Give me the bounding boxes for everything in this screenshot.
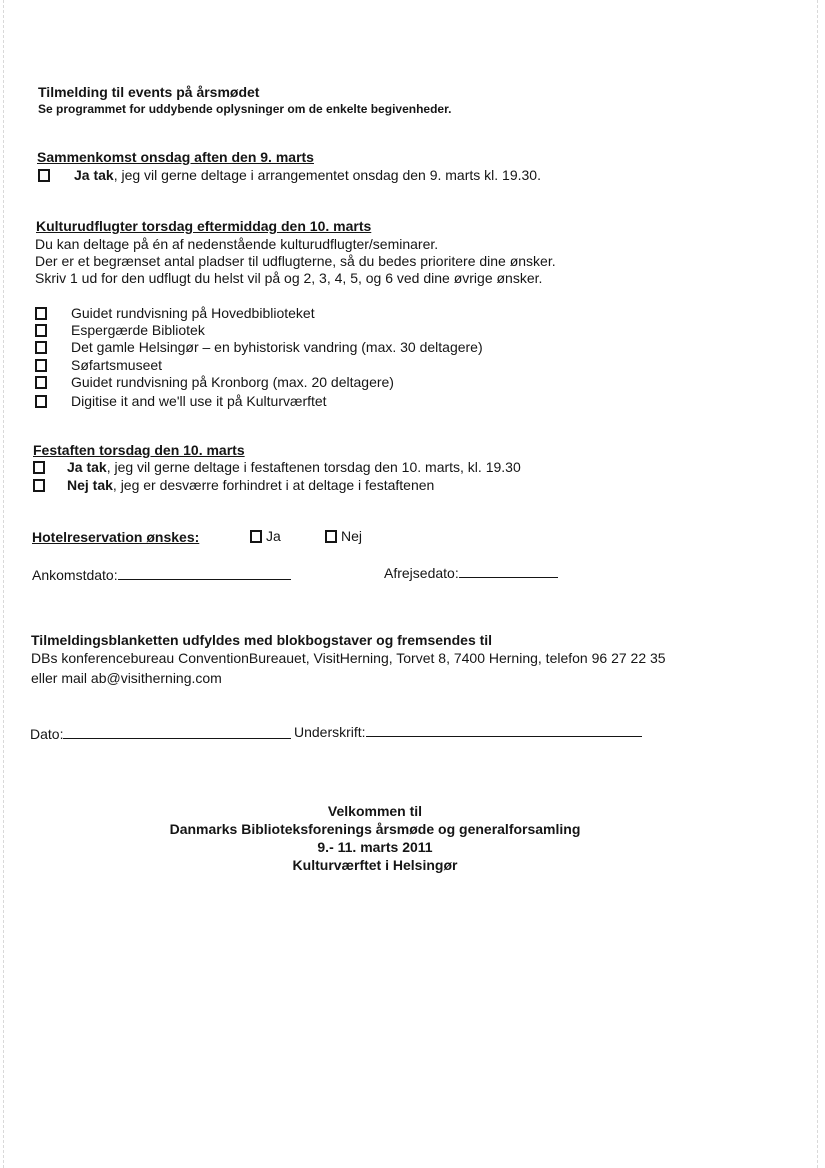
excursion-item xyxy=(35,374,394,390)
signature-input-line[interactable] xyxy=(366,722,642,737)
party-option-no-bold: Nej tak xyxy=(67,477,113,493)
party-option-no-text: , jeg er desværre forhindret i at deltage i festaftenen xyxy=(112,477,435,493)
checkbox-icon[interactable] xyxy=(250,530,262,543)
excursion-item-label: Søfartsmuseet xyxy=(71,357,163,373)
excursion-item xyxy=(35,322,205,338)
party-option-yes-bold: Ja tak xyxy=(67,459,107,475)
arrival-input-line[interactable] xyxy=(118,565,291,580)
excursion-item xyxy=(35,339,483,355)
hotel-label: Hotelreservation ønskes: xyxy=(32,529,200,545)
arrival-label: Ankomstdato: xyxy=(32,567,118,583)
excursion-item-label: Digitise it and we'll use it på Kulturværftet xyxy=(71,393,327,409)
excursion-item-label: Guidet rundvisning på Hovedbiblioteket xyxy=(71,305,315,321)
hotel-yes-label: Ja xyxy=(266,528,281,544)
date-field xyxy=(30,724,291,742)
arrival-field xyxy=(32,565,291,583)
checkbox-icon[interactable] xyxy=(325,530,337,543)
scan-edge-left xyxy=(3,0,4,1168)
footer-welcome xyxy=(0,802,750,874)
checkbox-icon[interactable] xyxy=(35,341,47,354)
hotel-no-label: Nej xyxy=(341,528,363,544)
date-label: Dato: xyxy=(30,726,64,742)
party-option-no xyxy=(33,477,434,493)
checkbox-icon[interactable] xyxy=(35,307,47,320)
excursion-item-label: Det gamle Helsingør – en byhistorisk vandring (max. 30 deltagere) xyxy=(71,339,483,355)
page-title: Tilmelding til events på årsmødet xyxy=(38,84,260,100)
excursion-item xyxy=(35,393,327,409)
meeting-option-bold: Ja tak xyxy=(74,167,114,183)
party-option-yes xyxy=(33,459,521,475)
departure-label: Afrejsedato: xyxy=(384,565,459,581)
excursions-intro-1: Du kan deltage på én af nedenstående kulturudflugter/seminarer. xyxy=(35,236,439,252)
checkbox-icon[interactable] xyxy=(38,169,50,182)
checkbox-icon[interactable] xyxy=(35,376,47,389)
checkbox-icon[interactable] xyxy=(33,479,45,492)
submission-address: DBs konferencebureau ConventionBureauet, VisitHerning, Torvet 8, 7400 Herning, telefon 96 27 22 35 xyxy=(31,650,666,666)
signature-label: Underskrift: xyxy=(294,724,366,740)
submission-heading: Tilmeldingsblanketten udfyldes med blokbogstaver og fremsendes til xyxy=(31,632,493,648)
excursion-item-label: Guidet rundvisning på Kronborg (max. 20 deltagere) xyxy=(71,374,394,390)
excursions-heading: Kulturudflugter torsdag eftermiddag den 10. marts xyxy=(36,218,372,234)
meeting-option-text: , jeg vil gerne deltage i arrangementet onsdag den 9. marts kl. 19.30. xyxy=(113,167,541,183)
footer-line: Velkommen til xyxy=(327,803,423,819)
checkbox-icon[interactable] xyxy=(33,461,45,474)
checkbox-icon[interactable] xyxy=(35,359,47,372)
date-input-line[interactable] xyxy=(63,724,291,739)
departure-input-line[interactable] xyxy=(459,563,558,578)
meeting-option xyxy=(38,167,541,183)
hotel-no-option xyxy=(325,528,362,544)
page-subtitle: Se programmet for uddybende oplysninger om de enkelte begivenheder. xyxy=(38,102,452,116)
excursion-item xyxy=(35,357,162,373)
footer-line: Kulturværftet i Helsingør xyxy=(292,857,458,873)
excursions-intro-3: Skriv 1 ud for den udflugt du helst vil på og 2, 3, 4, 5, og 6 ved dine øvrige ønsker. xyxy=(35,270,543,286)
meeting-heading: Sammenkomst onsdag aften den 9. marts xyxy=(37,149,314,165)
excursion-item xyxy=(35,305,315,321)
checkbox-icon[interactable] xyxy=(35,395,47,408)
party-heading: Festaften torsdag den 10. marts xyxy=(33,442,245,458)
scan-edge-right xyxy=(817,0,818,1168)
submission-mail: eller mail ab@visitherning.com xyxy=(31,670,222,686)
excursions-intro-2: Der er et begrænset antal pladser til udflugterne, så du bedes prioritere dine ønsker. xyxy=(35,253,556,269)
footer-line: 9.- 11. marts 2011 xyxy=(317,839,433,855)
footer-line: Danmarks Biblioteksforenings årsmøde og generalforsamling xyxy=(169,821,581,837)
excursion-item-label: Espergærde Bibliotek xyxy=(71,322,205,338)
checkbox-icon[interactable] xyxy=(35,324,47,337)
hotel-yes-option xyxy=(250,528,281,544)
signature-field xyxy=(294,722,642,740)
departure-field xyxy=(384,563,558,581)
party-option-yes-text: , jeg vil gerne deltage i festaftenen torsdag den 10. marts, kl. 19.30 xyxy=(106,459,521,475)
